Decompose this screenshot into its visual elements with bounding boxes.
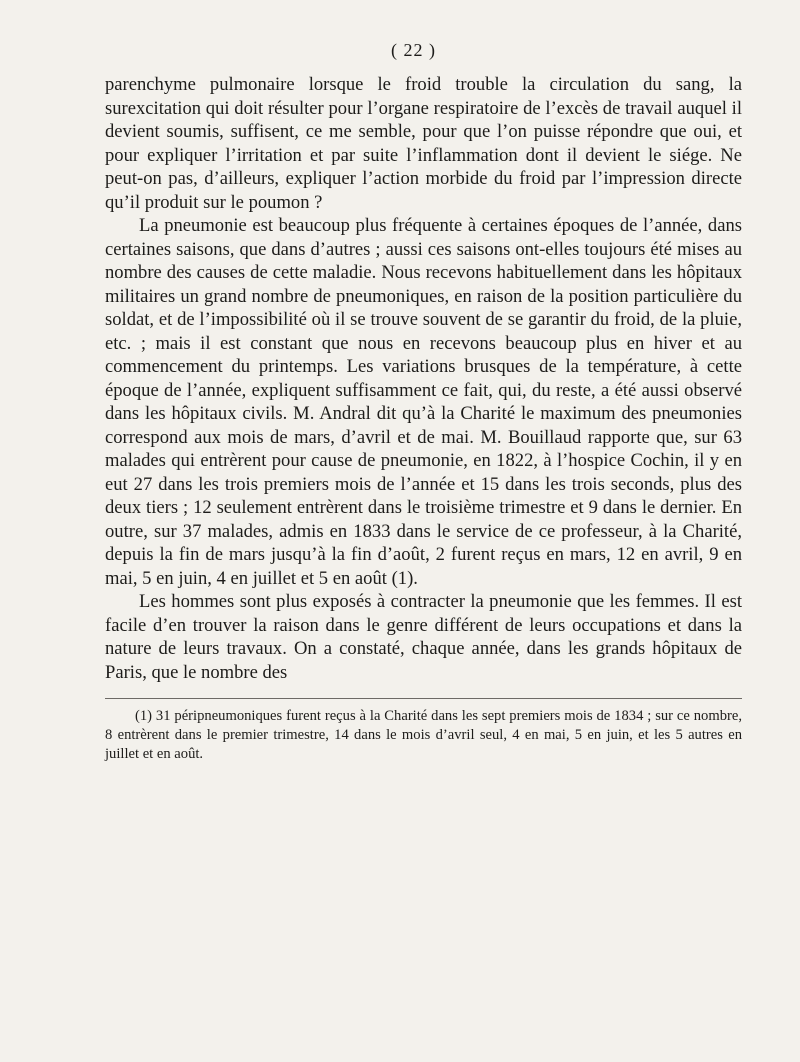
footnote xyxy=(105,707,742,764)
paragraph-seasons: La pneumonie est beaucoup plus fréquente à certaines époques de l’année, dans certaines saisons, que dans d’autres ; aussi ces saisons ont-elles toujours été mises au nombre des causes de cette maladie. Nous recevons habituellement dans les hôpitaux militaires un grand nombre de pneumoniques, en raison de la position particulière du soldat, et de l’impossibilité où il se trouve souvent de se garantir du froid, de la pluie, etc. ; mais il est constant que nous en recevons beaucoup plus en hiver et au commencement du printemps. Les variations brusques de la température, à cette époque de l’année, expliquent suffisamment ce fait, qui, du reste, a été aussi observé dans les hôpitaux civils. M. Andral dit qu’à la Charité le maximum des pneumonies correspond aux mois de mars, d’avril et de mai. M. Bouillaud rapporte que, sur 63 malades qui entrèrent pour cause de pneumonie, en 1822, à l’hospice Cochin, il y en eut 27 dans les trois premiers mois de l’année et 15 dans les trois seconds, plus des deux tiers ; 12 seulement entrèrent dans le troisième trimestre et 9 dans le dernier. En outre, sur 37 malades, admis en 1833 dans le service de ce professeur, à la Charité, depuis la fin de mars jusqu’à la fin d’août, 2 furent reçus en mars, 12 en avril, 9 en mai, 5 en juin, 4 en juillet et 5 en août (1). xyxy=(105,215,742,589)
footnote-marker: (1) xyxy=(135,708,153,724)
body-text xyxy=(105,73,742,684)
footnote-divider xyxy=(105,698,742,699)
footnote-text: 31 péripneumoniques furent reçus à la Charité dans les sept premiers mois de 1834 ; sur ce nombre, 8 entrèrent dans le premier trimestre, 14 dans le mois d’avril seul, 4 en mai, 5 en juin, et les 5 autres en juillet et en août. xyxy=(105,708,742,762)
paragraph-continued: parenchyme pulmonaire lorsque le froid trouble la circulation du sang, la surexcitation qui doit résulter pour l’organe respiratoire de l’excès de travail auquel il devient soumis, suffisent, ce me semble, pour que l’on puisse répondre que oui, et pour expliquer l’irritation et par suite l’inflammation dont il devient le siége. Ne peut-on pas, d’ailleurs, expliquer l’action morbide du froid par l’impression directe qu’il produit sur le poumon ? xyxy=(105,74,742,213)
paragraph-sex: Les hommes sont plus exposés à contracter la pneumonie que les femmes. Il est facile d’en trouver la raison dans le genre différent de leurs occupations et dans la nature de leurs travaux. On a constaté, chaque année, dans les grands hôpitaux de Paris, que le nombre des xyxy=(105,591,742,683)
page-number: ( 22 ) xyxy=(391,40,436,60)
